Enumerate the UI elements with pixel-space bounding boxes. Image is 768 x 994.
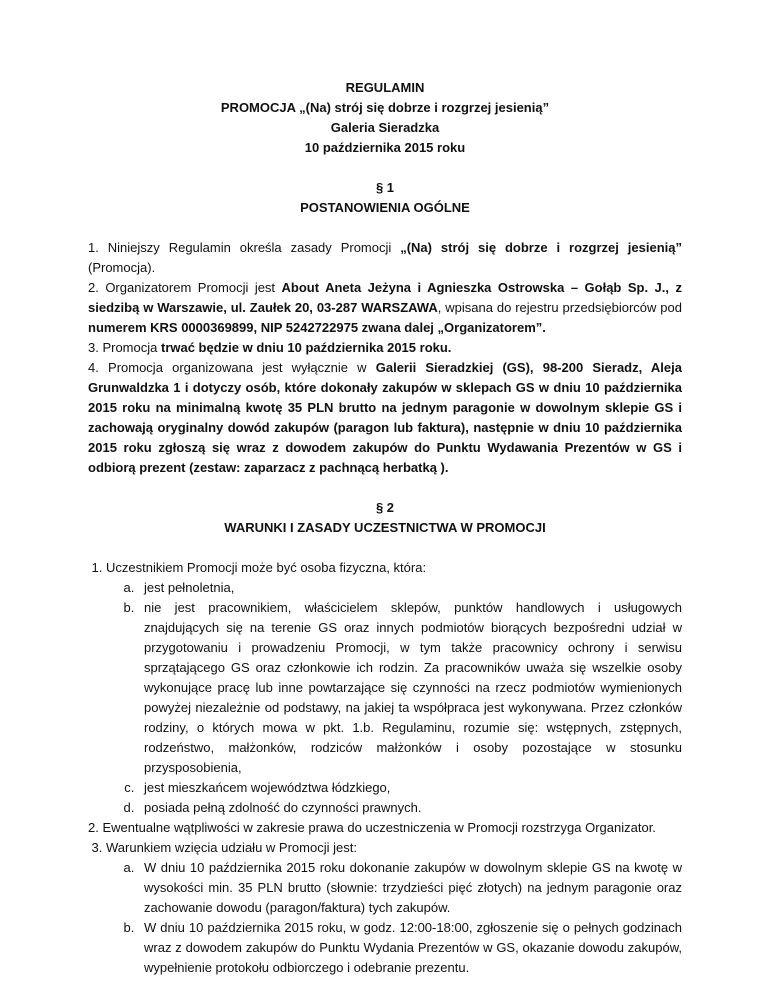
section-1-paragraph-3 bbox=[88, 338, 682, 358]
document-title: REGULAMIN bbox=[345, 80, 425, 95]
section-2 bbox=[88, 498, 682, 978]
section-1-paragraph-4 bbox=[88, 358, 682, 478]
list-item bbox=[106, 838, 682, 978]
list-item bbox=[106, 558, 682, 818]
text-run: , wpisana do rejestru przedsiębiorców pod bbox=[437, 300, 682, 315]
section-1 bbox=[88, 178, 682, 478]
sub-list-item: b. nie jest pracownikiem, właścicielem sklepów, punktów handlowych i usługowych znajdujących się na terenie GS oraz innych podmiotów biorących bezpośredni udział w przygotowaniu i prowadzeniu Promocji, w tym także pracownicy ochrony i serwisu sprzątającego GS oraz członkowie ich rodzin. Za pracowników uważa się wszelkie osoby wykonujące pracę lub inne powtarzające się czynności na rzecz podmiotów wymienionych powyżej niezależnie od podstawy, na jakiej ta współpraca jest wykonywana. Przez członków rodziny, o których mowa w pkt. 1.b. Regulaminu, rozumie się: wstępnych, zstępnych, rodzeństwo, małżonków, rodziców małżonków i osoby pozostające w stosunku przysposobienia, bbox=[138, 598, 682, 778]
text-run: 4. Promocja organizowana jest wyłącznie w bbox=[88, 360, 376, 375]
participation-conditions-list bbox=[88, 558, 682, 818]
section-2-number: § 2 bbox=[375, 500, 395, 515]
text-run: 1. Niniejszy Regulamin określa zasady Promocji bbox=[88, 240, 401, 255]
bold-text-run: About Aneta Jeżyna i Agnieszka Ostrowska – Gołąb Sp. J., z siedzibą w Warszawie, ul. Zaułek 20, 03-287 WARSZAWA bbox=[88, 280, 682, 315]
section-2-title: WARUNKI I ZASADY UCZESTNICTWA W PROMOCJI bbox=[224, 520, 546, 535]
section-1-paragraph-2 bbox=[88, 278, 682, 338]
sub-list-item: c. jest mieszkańcem województwa łódzkiego, bbox=[138, 778, 682, 798]
list-item-text: Uczestnikiem Promocji może być osoba fizyczna, która: bbox=[106, 560, 427, 575]
list-item: 2. Ewentualne wątpliwości w zakresie prawa do uczestniczenia w Promocji rozstrzyga Organizator. bbox=[88, 820, 656, 835]
text-run: (Promocja). bbox=[88, 260, 156, 275]
section-1-title: POSTANOWIENIA OGÓLNE bbox=[300, 200, 470, 215]
section-1-number: § 1 bbox=[375, 180, 395, 195]
text-run: 3. Promocja bbox=[88, 340, 161, 355]
sub-list-item: b. W dniu 10 października 2015 roku, w godz. 12:00-18:00, zgłoszenie się o pełnych godzinach wraz z dowodem zakupów do Punktu Wydania Prezentów w GS, okazanie dowodu zakupów, wypełnienie protokołu odbiorczego i odebranie prezentu. bbox=[138, 918, 682, 978]
promotion-name: PROMOCJA „(Na) strój się dobrze i rozgrzej jesienią” bbox=[220, 100, 550, 115]
sub-list-item: a. W dniu 10 października 2015 roku dokonanie zakupów w dowolnym sklepie GS na kwotę w wysokości min. 35 PLN brutto (słownie: trzydzieści pięć złotych) na jednym paragonie oraz zachowanie dowodu (paragon/faktura) tych zakupów. bbox=[138, 858, 682, 918]
sub-list-item: d. posiada pełną zdolność do czynności prawnych. bbox=[138, 798, 682, 818]
bold-text-run: numerem KRS 0000369899, NIP 5242722975 zwana dalej „Organizatorem”. bbox=[88, 320, 546, 335]
list-item-text: Warunkiem wzięcia udziału w Promocji jest: bbox=[106, 840, 357, 855]
sub-list-item: a. jest pełnoletnia, bbox=[138, 578, 682, 598]
document-header bbox=[88, 78, 682, 158]
bold-text-run: Galerii Sieradzkiej (GS), 98-200 Sieradz, Aleja Grunwaldzka 1 i dotyczy osób, które dokonały zakupów w sklepach GS w dniu 10 października 2015 roku na minimalną kwotę 35 PLN brutto na jednym paragonie w dowolnym sklepie GS i zachowają oryginalny dowód zakupów (paragon lub faktura), następnie w dniu 10 października 2015 roku zgłoszą się wraz z dowodem zakupów do Punktu Wydawania Prezentów w GS i odbiorą prezent (zestaw: zaparzacz z pachnącą herbatką ). bbox=[88, 360, 682, 475]
sub-list bbox=[106, 578, 682, 818]
bold-text-run: trwać będzie w dniu 10 października 2015 roku. bbox=[160, 340, 452, 355]
venue-name: Galeria Sieradzka bbox=[330, 120, 440, 135]
section-1-paragraph-1 bbox=[88, 238, 682, 278]
sub-list bbox=[106, 858, 682, 978]
text-run: 2. Organizatorem Promocji jest bbox=[88, 280, 282, 295]
bold-text-run: „(Na) strój się dobrze i rozgrzej jesienią” bbox=[400, 240, 682, 255]
promotion-date: 10 października 2015 roku bbox=[304, 140, 466, 155]
participation-requirements-list bbox=[88, 838, 682, 978]
